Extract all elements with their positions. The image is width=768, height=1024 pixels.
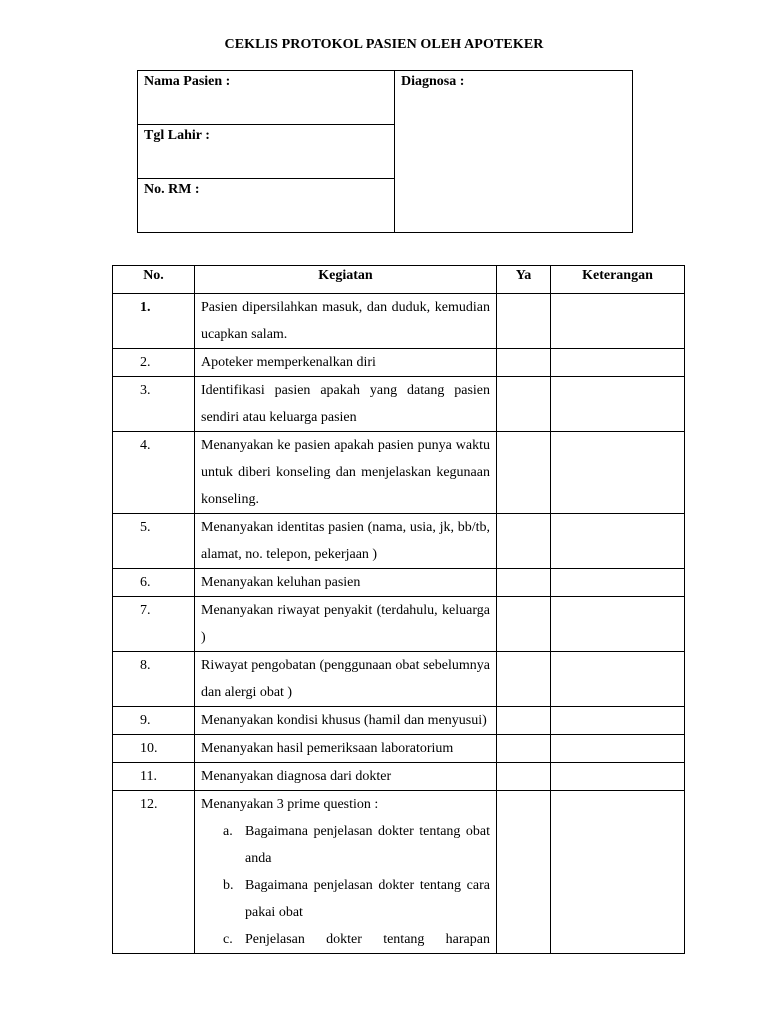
table-row	[113, 294, 685, 349]
table-row	[113, 349, 685, 377]
table-row	[113, 763, 685, 791]
row-number: 3.	[113, 377, 195, 432]
header-ya: Ya	[497, 266, 551, 294]
row-ya-cell[interactable]	[497, 294, 551, 349]
row-keterangan-cell[interactable]	[551, 763, 685, 791]
subitem-label: b.	[223, 878, 234, 893]
row-number: 4.	[113, 432, 195, 514]
table-row	[113, 735, 685, 763]
row-kegiatan-intro: Menanyakan 3 prime question :	[201, 797, 379, 812]
row-keterangan-cell[interactable]	[551, 707, 685, 735]
row-kegiatan: Menanyakan kondisi khusus (hamil dan menyusui)	[195, 707, 497, 735]
row-kegiatan: Menanyakan keluhan pasien	[195, 569, 497, 597]
diagnosa-field: Diagnosa :	[395, 71, 633, 233]
row-ya-cell[interactable]	[497, 707, 551, 735]
row-ya-cell[interactable]	[497, 569, 551, 597]
subitem-text: Bagaimana penjelasan dokter tentang cara pakai obat	[245, 878, 490, 920]
row-keterangan-cell[interactable]	[551, 652, 685, 707]
row-kegiatan: Riwayat pengobatan (penggunaan obat sebelumnya dan alergi obat )	[195, 652, 497, 707]
checklist-table	[112, 265, 685, 954]
row-ya-cell[interactable]	[497, 763, 551, 791]
row-kegiatan: Pasien dipersilahkan masuk, dan duduk, kemudian ucapkan salam.	[195, 294, 497, 349]
subitem-text: Penjelasan dokter tentang harapan	[245, 932, 490, 947]
row-number: 12.	[113, 791, 195, 954]
table-row	[113, 791, 685, 954]
row-number: 8.	[113, 652, 195, 707]
row-keterangan-cell[interactable]	[551, 294, 685, 349]
row-ya-cell[interactable]	[497, 377, 551, 432]
row-kegiatan: Identifikasi pasien apakah yang datang pasien sendiri atau keluarga pasien	[195, 377, 497, 432]
header-kegiatan: Kegiatan	[195, 266, 497, 294]
row-kegiatan	[195, 791, 497, 954]
row-ya-cell[interactable]	[497, 652, 551, 707]
row-keterangan-cell[interactable]	[551, 791, 685, 954]
nama-pasien-field: Nama Pasien :	[138, 71, 395, 125]
subitem-text: Bagaimana penjelasan dokter tentang obat anda	[245, 824, 490, 866]
row-ya-cell[interactable]	[497, 349, 551, 377]
row-number: 2.	[113, 349, 195, 377]
row-keterangan-cell[interactable]	[551, 569, 685, 597]
row-keterangan-cell[interactable]	[551, 597, 685, 652]
patient-info-table	[137, 70, 633, 233]
table-row	[113, 432, 685, 514]
row-keterangan-cell[interactable]	[551, 432, 685, 514]
document-title: CEKLIS PROTOKOL PASIEN OLEH APOTEKER	[224, 37, 544, 52]
row-number: 7.	[113, 597, 195, 652]
table-row	[113, 569, 685, 597]
header-no: No.	[113, 266, 195, 294]
row-ya-cell[interactable]	[497, 597, 551, 652]
row-number: 1.	[113, 294, 195, 349]
prime-question-b	[201, 872, 490, 926]
row-ya-cell[interactable]	[497, 432, 551, 514]
row-keterangan-cell[interactable]	[551, 377, 685, 432]
table-row	[113, 597, 685, 652]
no-rm-field: No. RM :	[138, 179, 395, 233]
subitem-label: a.	[223, 824, 233, 839]
row-number: 9.	[113, 707, 195, 735]
row-kegiatan: Menanyakan diagnosa dari dokter	[195, 763, 497, 791]
row-kegiatan: Menanyakan riwayat penyakit (terdahulu, keluarga )	[195, 597, 497, 652]
subitem-label: c.	[223, 932, 233, 947]
row-kegiatan: Apoteker memperkenalkan diri	[195, 349, 497, 377]
row-keterangan-cell[interactable]	[551, 514, 685, 569]
row-kegiatan: Menanyakan hasil pemeriksaan laboratorium	[195, 735, 497, 763]
row-number: 6.	[113, 569, 195, 597]
table-row	[113, 652, 685, 707]
checklist-header-row	[113, 266, 685, 294]
table-row	[113, 377, 685, 432]
row-number: 10.	[113, 735, 195, 763]
header-keterangan: Keterangan	[551, 266, 685, 294]
row-ya-cell[interactable]	[497, 514, 551, 569]
row-number: 5.	[113, 514, 195, 569]
row-keterangan-cell[interactable]	[551, 735, 685, 763]
row-kegiatan: Menanyakan identitas pasien (nama, usia, jk, bb/tb, alamat, no. telepon, pekerjaan )	[195, 514, 497, 569]
row-ya-cell[interactable]	[497, 735, 551, 763]
row-kegiatan: Menanyakan ke pasien apakah pasien punya waktu untuk diberi konseling dan menjelaskan kegunaan konseling.	[195, 432, 497, 514]
row-ya-cell[interactable]	[497, 791, 551, 954]
row-number: 11.	[113, 763, 195, 791]
tgl-lahir-field: Tgl Lahir :	[138, 125, 395, 179]
table-row	[113, 707, 685, 735]
prime-question-c	[201, 926, 490, 953]
row-keterangan-cell[interactable]	[551, 349, 685, 377]
prime-question-a	[201, 818, 490, 872]
table-row	[113, 514, 685, 569]
